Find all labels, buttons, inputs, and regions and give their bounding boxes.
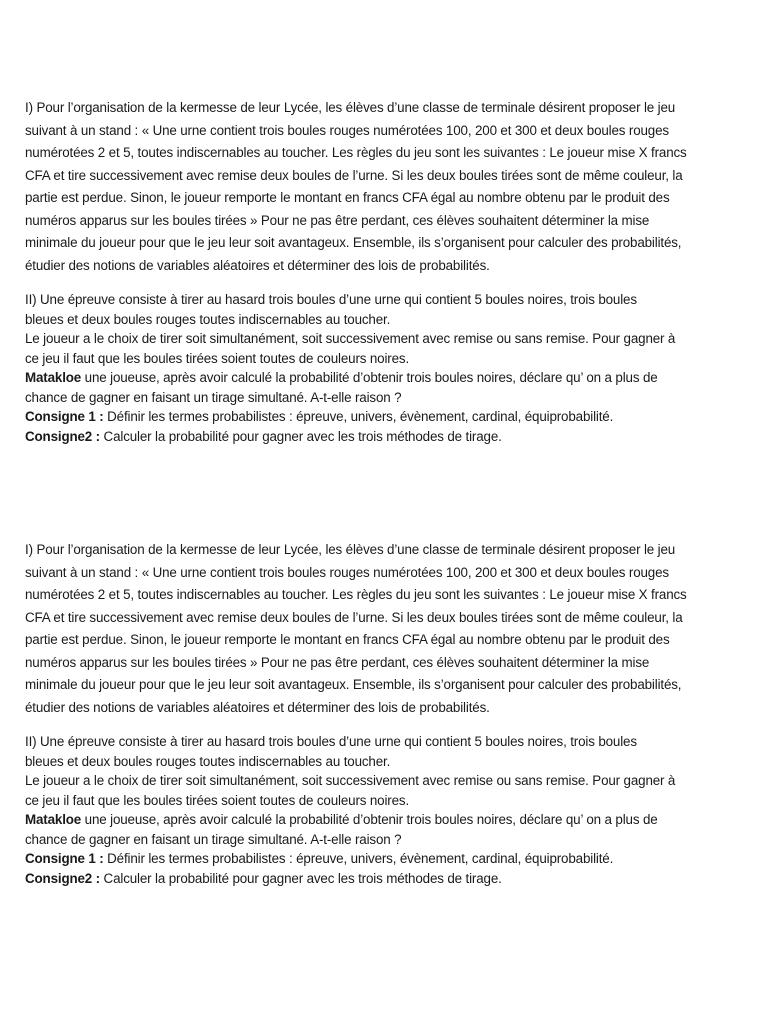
consigne-1-label: Consigne 1 : (25, 851, 104, 866)
text-line: ce jeu il faut que les boules tirées soient toutes de couleurs noires. (25, 792, 410, 808)
text-line: CFA et tire successivement avec remise deux boules de l’urne. Si les deux boules tirées sont de même couleur, la (25, 609, 683, 625)
matakloe-line (25, 368, 750, 388)
matakloe-name: Matakloe (25, 370, 82, 385)
text-line: minimale du joueur pour que le jeu leur soit avantageux. Ensemble, ils s’organisent pour calculer des probabilités, (25, 235, 682, 250)
text-line: numérotées 2 et 5, toutes indiscernables au toucher. Les règles du jeu sont les suivantes : Le joueur mise X francs (25, 587, 687, 602)
text-line: II) Une épreuve consiste à tirer au hasard trois boules d’une urne qui contient 5 boules noires, trois boules (25, 292, 637, 307)
text-line: numéros apparus sur les boules tirées » Pour ne pas être perdant, ces élèves souhaitent déterminer la mise (25, 212, 650, 228)
text-line: I) Pour l’organisation de la kermesse de leur Lycée, les élèves d’une classe de terminale désirent proposer le jeu (25, 100, 676, 115)
consigne-2-text: Calculer la probabilité pour gagner avec les trois méthodes de tirage. (99, 428, 502, 444)
text-line: partie est perdue. Sinon, le joueur remporte le montant en francs CFA égal au nombre obtenu par le produit des (25, 632, 670, 647)
matakloe-name: Matakloe (25, 812, 82, 827)
text-line: I) Pour l’organisation de la kermesse de leur Lycée, les élèves d’une classe de terminale désirent proposer le jeu (25, 542, 676, 557)
exercise-block-1 (25, 97, 750, 446)
consigne-2-line (25, 427, 750, 447)
text-line: suivant à un stand : « Une urne contient trois boules rouges numérotées 100, 200 et 300 et deux boules rouges (25, 122, 669, 138)
consigne-1-line (25, 849, 750, 869)
text-line: chance de gagner en faisant un tirage simultané. A-t-elle raison ? (25, 389, 402, 405)
consigne-2-label: Consigne2 : (25, 428, 100, 444)
text-line: bleues et deux boules rouges toutes indiscernables au toucher. (25, 311, 391, 327)
text-line: minimale du joueur pour que le jeu leur soit avantageux. Ensemble, ils s’organisent pour calculer des probabilités, (25, 677, 682, 692)
text-line: CFA et tire successivement avec remise deux boules de l’urne. Si les deux boules tirées sont de même couleur, la (25, 167, 683, 183)
text-line: étudier des notions de variables aléatoires et déterminer des lois de probabilités. (25, 699, 490, 715)
text-line: numérotées 2 et 5, toutes indiscernables au toucher. Les règles du jeu sont les suivantes : Le joueur mise X francs (25, 145, 687, 160)
text-line: ce jeu il faut que les boules tirées soient toutes de couleurs noires. (25, 350, 410, 366)
consigne-2-label: Consigne2 : (25, 870, 100, 886)
part-2-paragraph (25, 290, 750, 446)
text-line: numéros apparus sur les boules tirées » Pour ne pas être perdant, ces élèves souhaitent déterminer la mise (25, 654, 650, 670)
matakloe-text: une joueuse, après avoir calculé la probabilité d’obtenir trois boules noires, déclare qu’ on a plus de (81, 370, 658, 385)
matakloe-text: une joueuse, après avoir calculé la probabilité d’obtenir trois boules noires, déclare qu’ on a plus de (81, 812, 658, 827)
text-line: Le joueur a le choix de tirer soit simultanément, soit successivement avec remise ou sans remise. Pour gagner à (25, 331, 676, 346)
text-line: II) Une épreuve consiste à tirer au hasard trois boules d’une urne qui contient 5 boules noires, trois boules (25, 734, 637, 749)
consigne-2-line (25, 869, 750, 889)
text-line: bleues et deux boules rouges toutes indiscernables au toucher. (25, 753, 391, 769)
consigne-1-text: Définir les termes probabilistes : épreuve, univers, évènement, cardinal, équiprobabilité. (103, 409, 614, 424)
text-line: Le joueur a le choix de tirer soit simultanément, soit successivement avec remise ou sans remise. Pour gagner à (25, 773, 676, 788)
part-1-paragraph (25, 97, 750, 277)
text-line: partie est perdue. Sinon, le joueur remporte le montant en francs CFA égal au nombre obtenu par le produit des (25, 190, 670, 205)
consigne-1-label: Consigne 1 : (25, 409, 104, 424)
exercise-block-2 (25, 539, 750, 888)
matakloe-line (25, 810, 750, 830)
text-line: étudier des notions de variables aléatoires et déterminer des lois de probabilités. (25, 257, 490, 273)
consigne-1-line (25, 407, 750, 427)
text-line: suivant à un stand : « Une urne contient trois boules rouges numérotées 100, 200 et 300 et deux boules rouges (25, 564, 669, 580)
part-2-paragraph (25, 732, 750, 888)
part-1-paragraph (25, 539, 750, 719)
text-line: chance de gagner en faisant un tirage simultané. A-t-elle raison ? (25, 831, 402, 847)
consigne-1-text: Définir les termes probabilistes : épreuve, univers, évènement, cardinal, équiprobabilité. (103, 851, 614, 866)
consigne-2-text: Calculer la probabilité pour gagner avec les trois méthodes de tirage. (99, 870, 502, 886)
